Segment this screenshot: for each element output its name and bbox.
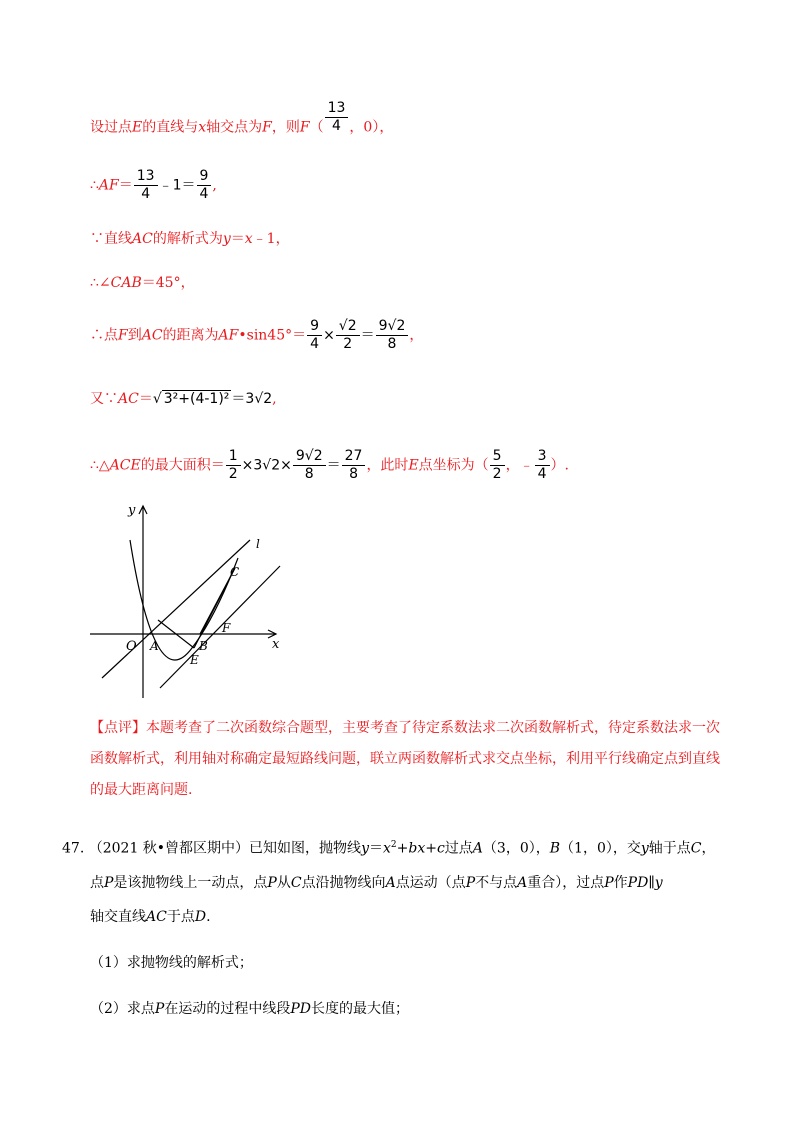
text: （ <box>309 119 324 136</box>
numerator: 9 <box>307 318 322 336</box>
text: ＝ <box>368 840 383 857</box>
denominator: 4 <box>537 466 547 482</box>
var-ACE: ACE <box>109 457 141 474</box>
text: 点坐标为（ <box>418 457 489 474</box>
text: 从 <box>276 874 291 891</box>
solution-line-3 <box>90 228 290 248</box>
denominator: 8 <box>304 466 314 482</box>
var: y <box>654 874 663 891</box>
problem-number: 47. <box>62 840 85 857</box>
text: ＝ <box>230 231 245 247</box>
text: 重合），过点 <box>527 874 605 891</box>
text: 过点 <box>444 840 473 857</box>
text: √2 <box>262 457 281 474</box>
text: 的解析式为 <box>152 231 223 247</box>
comment-line-2: 函数解析式，利用轴对称确定最短路线问题，联立两函数解析式求交点坐标，利用平行线确定点到直线 <box>90 751 720 767</box>
text: ∵直线 <box>90 231 132 247</box>
text: ＝ <box>138 391 153 407</box>
var-AC: AC <box>132 231 153 247</box>
var: y <box>640 840 649 857</box>
text: ， <box>701 840 716 857</box>
text: ﹣1， <box>252 231 290 247</box>
fraction <box>535 448 550 483</box>
radical: √ 3²+(4-1)² <box>152 391 230 407</box>
problem-line-2 <box>62 866 742 900</box>
text: ＝3 <box>231 391 255 407</box>
fraction <box>226 448 241 483</box>
var: P <box>604 874 614 891</box>
text: ∴点 <box>90 327 118 344</box>
x-label: x <box>272 637 280 652</box>
numerator: 27 <box>342 448 366 466</box>
var: x <box>382 840 391 857</box>
text: ×3 <box>241 457 263 474</box>
text: （2）求点 <box>90 1000 155 1017</box>
fraction <box>325 100 349 135</box>
text: ∴∠ <box>90 275 111 291</box>
text: . <box>206 908 211 925</box>
fraction <box>490 448 505 483</box>
var-E: E <box>408 457 419 474</box>
text: ∴△ <box>90 457 110 474</box>
text: 轴交直线 <box>90 908 146 925</box>
solution-line-5 <box>90 318 423 353</box>
var-E: E <box>132 119 143 136</box>
denominator: 2 <box>492 466 502 482</box>
var-CAB: CAB <box>110 275 142 291</box>
fraction <box>134 168 158 203</box>
var: y <box>361 840 369 857</box>
text: 长度的最大值； <box>311 1000 409 1017</box>
var: A <box>385 874 396 891</box>
text: （3，0）， <box>482 840 550 857</box>
text: 作 <box>613 874 628 891</box>
text: （1，0），交 <box>560 840 641 857</box>
var: bx <box>408 840 426 857</box>
text: 轴于点 <box>648 840 691 857</box>
var: B <box>549 840 561 857</box>
var-AF: AF <box>98 177 119 194</box>
var: P <box>104 874 114 891</box>
solution-line-6 <box>90 388 277 408</box>
text: 点沿抛物线向 <box>301 874 386 891</box>
text: ，则 <box>271 119 300 136</box>
text: ，﹣ <box>505 457 534 474</box>
problem-47 <box>62 828 742 1026</box>
text: ∥ <box>648 874 655 891</box>
text: 到 <box>127 327 142 344</box>
line-l-label: l <box>256 537 260 551</box>
text: 又∵ <box>90 391 118 407</box>
solution-line-1 <box>90 100 394 145</box>
denominator: 8 <box>349 466 358 482</box>
problem-line-1 <box>62 828 742 866</box>
radicand: 3²+(4-1)² <box>163 391 230 407</box>
superscript: 2 <box>390 840 397 850</box>
numerator: 1 <box>226 448 241 466</box>
numerator: 9 <box>197 168 212 186</box>
var: C <box>690 840 702 857</box>
text: ＝ <box>118 177 133 194</box>
comment-line-1 <box>90 713 730 744</box>
text: √2 <box>254 391 273 407</box>
var: AC <box>146 908 167 925</box>
point-F-label: F <box>222 621 231 635</box>
numerator: 3 <box>535 448 550 466</box>
text: 的直线与 <box>142 119 199 136</box>
text: ∴ <box>90 177 99 194</box>
tangent-line <box>160 566 280 688</box>
origin-label: O <box>126 639 137 654</box>
text: ﹣1＝ <box>158 177 196 194</box>
solution-line-4 <box>90 272 195 292</box>
fraction <box>293 448 326 483</box>
text: × <box>323 327 335 344</box>
fraction <box>307 318 322 353</box>
comment-line-3: 的最大距离问题. <box>90 782 193 798</box>
text: 在运动的过程中线段 <box>164 1000 291 1017</box>
numerator: 13 <box>134 168 158 186</box>
denominator: 4 <box>141 186 151 202</box>
text: ）. <box>550 457 569 474</box>
text: 的最大面积＝ <box>140 457 225 474</box>
point-A-label: A <box>150 639 159 653</box>
comment-text: 本题考查了二次函数综合题型，主要考查了待定系数法求二次函数解析式，待定系数法求一次 <box>146 720 720 736</box>
numerator: 9√2 <box>376 318 409 336</box>
var-x: x <box>198 119 207 136</box>
var-y: y <box>222 231 231 247</box>
numerator: 5 <box>490 448 505 466</box>
segment-EC <box>194 568 235 648</box>
denominator: 4 <box>310 336 320 352</box>
text: ，此时 <box>366 457 409 474</box>
text: ＝ <box>326 457 341 474</box>
denominator: 2 <box>343 336 353 352</box>
text: , <box>272 391 277 407</box>
question-2 <box>62 992 742 1026</box>
solution-line-2 <box>90 168 217 203</box>
var-AC: AC <box>118 391 139 407</box>
numerator: 9√2 <box>293 448 326 466</box>
point-C-label: C <box>230 565 240 579</box>
problem-line-3 <box>62 900 742 934</box>
text: ＝ <box>360 327 375 344</box>
text: , <box>212 177 217 194</box>
parabola-figure <box>90 498 290 703</box>
y-label: y <box>128 503 136 518</box>
var-F: F <box>299 119 310 136</box>
line-AC-l <box>102 540 250 678</box>
var: PD <box>627 874 649 891</box>
text: + <box>425 840 437 857</box>
numerator: 13 <box>325 100 349 118</box>
text: 不与点 <box>475 874 518 891</box>
var: P <box>465 874 476 891</box>
denominator: 8 <box>387 336 397 352</box>
text: ＝45°， <box>141 275 195 291</box>
text: 于点 <box>166 908 195 925</box>
var: P <box>154 1000 165 1017</box>
solution-line-7 <box>90 448 569 483</box>
var-AC: AC <box>141 327 163 344</box>
fraction <box>342 448 366 483</box>
text: + <box>396 840 409 857</box>
text: 是该抛物线上一动点，点 <box>113 874 268 891</box>
fraction <box>197 168 212 203</box>
fraction <box>376 318 409 353</box>
denominator: 2 <box>228 466 238 482</box>
denominator: 4 <box>199 186 209 202</box>
text: （2021 秋•曾都区期中）已知如图，抛物线 <box>88 840 362 857</box>
text: ，0）， <box>349 119 394 136</box>
var: A <box>472 840 483 857</box>
fraction <box>336 318 360 353</box>
point-E-label: E <box>190 653 199 667</box>
question-1: （1）求抛物线的解析式； <box>90 954 253 971</box>
var: A <box>517 874 528 891</box>
text: 设过点 <box>90 119 132 136</box>
var-AF: AF <box>218 327 239 344</box>
var-F: F <box>262 119 272 136</box>
numerator: √2 <box>336 318 360 336</box>
var: PD <box>290 1000 311 1017</box>
var: P <box>267 874 277 891</box>
text: 点运动（点 <box>395 874 466 891</box>
text: •sin45°＝ <box>238 327 307 344</box>
var: D <box>194 908 207 925</box>
comment-block <box>90 713 730 806</box>
denominator: 4 <box>332 118 341 134</box>
text: ， <box>409 327 424 344</box>
var: c <box>436 840 445 857</box>
var: C <box>290 874 302 891</box>
text: 轴交点为 <box>206 119 263 136</box>
point-B-label: B <box>199 639 208 653</box>
parabola-curve <box>130 540 238 660</box>
text: × <box>280 457 292 474</box>
var-F: F <box>118 327 128 344</box>
comment-tag: 【点评】 <box>90 720 146 736</box>
var-x: x <box>244 231 253 247</box>
text: 点 <box>90 874 104 891</box>
text: 的距离为 <box>162 327 219 344</box>
